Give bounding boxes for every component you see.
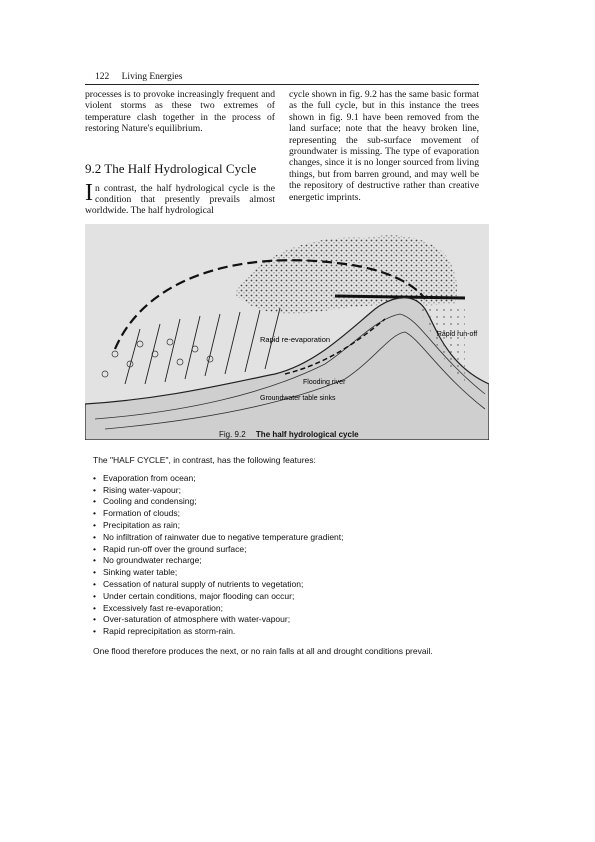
book-title: Living Energies [121,72,183,82]
cloud-mass [235,235,457,313]
features-list [93,473,493,638]
list-item: • Cessation of natural supply of nutrients to vegetation; [93,579,493,591]
evaporation-arrows [125,308,280,384]
list-item: • Over-saturation of atmosphere with water-vapour; [93,614,493,626]
right-column [289,89,479,203]
figure-number: Fig. 9.2 [219,430,246,439]
continuation-paragraph: processes is to provoke increasingly frequent and violent storms as these two extremes of temperature clash together in the process of restoring Nature's equilibrium. [85,89,275,135]
features-intro: The "HALF CYCLE", in contrast, has the following features: [93,455,316,465]
list-item: • No groundwater recharge; [93,555,493,567]
figure-title: The half hydrological cycle [255,430,359,439]
figure-label-runoff: Rapid run-off [436,331,478,338]
figure-label-reevaporation: Rapid re-evaporation [260,335,331,344]
half-cycle-illustration [85,224,489,440]
figure-9-2 [85,224,489,440]
list-item: • Evaporation from ocean; [93,473,493,485]
list-item: • Excessively fast re-evaporation; [93,603,493,615]
list-item: • No infiltration of rainwater due to negative temperature gradient; [93,532,493,544]
section-heading: 9.2 The Half Hydrological Cycle [85,160,257,176]
right-paragraph: cycle shown in fig. 9.2 has the same basic format as the full cycle, but in this instance the trees shown in fig. 9.1 have been removed from the land surface; note that the heavy broken line, representing the sub-surface movement of groundwater is missing. The type of evaporation changes, since it is no longer sourced from living things, but from barren ground, and may well be the repository of destructive rather than creative energetic imprints. [289,89,479,203]
list-item: • Precipitation as rain; [93,520,493,532]
figure-caption [219,430,359,439]
drop-cap: I [85,179,93,206]
list-item: • Formation of clouds; [93,508,493,520]
list-item: • Sinking water table; [93,567,493,579]
list-item: • Rising water-vapour; [93,485,493,497]
list-item: • Rapid run-off over the ground surface; [93,544,493,556]
figure-label-flooding: Flooding river [303,379,346,386]
figure-label-groundwater: Groundwater table sinks [260,395,336,402]
left-column [85,89,275,217]
features-block [93,455,493,658]
page-number: 122 [95,72,110,82]
intro-paragraph [85,179,275,217]
features-closing: One flood therefore produces the next, or no rain falls at all and drought conditions prevail. [93,645,433,656]
list-item: • Cooling and condensing; [93,496,493,508]
running-header [85,72,479,85]
list-item: • Under certain conditions, major flooding can occur; [93,591,493,603]
list-item: • Rapid reprecipitation as storm-rain. [93,626,493,638]
spiral-marks [102,339,213,377]
intro-paragraph-text: n contrast, the half hydrological cycle is the condition that presently prevails almost worldwide. The half hydrological [85,182,275,217]
